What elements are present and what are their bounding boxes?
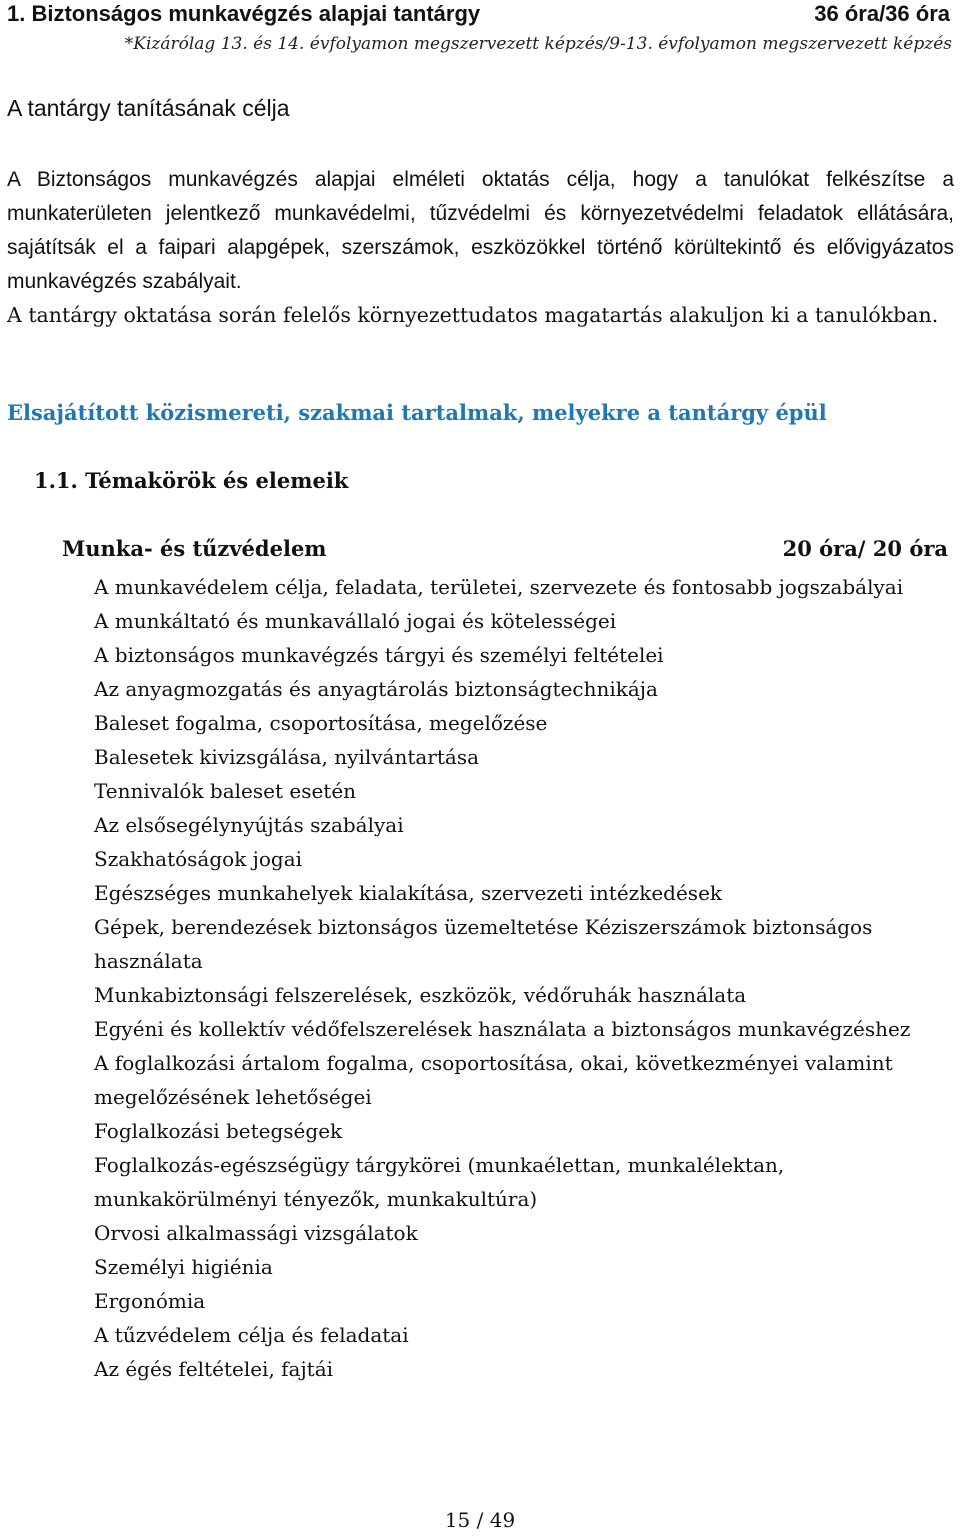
topic-item: Orvosi alkalmassági vizsgálatok [94,1221,418,1245]
topic-item: Baleset fogalma, csoportosítása, megelőzése [94,711,548,735]
topic-item: Foglalkozási betegségek [94,1119,343,1143]
title-hours: 36 óra/36 óra [814,1,950,26]
topic-item: Ergonómia [94,1289,206,1313]
topic-item: Szakhatóságok jogai [94,847,303,871]
topic-item: Az anyagmozgatás és anyagtárolás biztonságtechnikája [94,677,658,701]
topic-item: A munkáltató és munkavállaló jogai és kötelességei [94,609,617,633]
section-hours: 20 óra/ 20 óra [782,536,948,561]
topic-item: Egészséges munkahelyek kialakítása, szervezeti intézkedések [94,881,723,905]
topics-heading: 1.1. Témakörök és elemeik [34,468,349,493]
document-title: 1. Biztonságos munkavégzés alapjai tantárgy [7,1,481,26]
topic-item: A munkavédelem célja, feladata, területei, szervezete és fontosabb jogszabályai [94,575,904,599]
goal-paragraph: A Biztonságos munkavégzés alapjai elméleti oktatás célja, hogy a tanulókat felkészítse a munkaterületen jelentkező munkavédelmi, tűzvédelmi és környezetvédelmi feladatok ellátására, sajátítsák el a faipari alapgépek, szerszámok, eszközökkel történő körültekintő és elővigyázatos munkavégzés szabályait. [7,168,954,293]
goal-paragraph-attitude: A tantárgy oktatása során felelős környezettudatos magatartás alakuljon ki a tanulókban. [7,303,939,327]
topic-item: Balesetek kivizsgálása, nyilvántartása [94,745,480,769]
goal-heading: A tantárgy tanításának célja [7,95,290,121]
topic-item: Az égés feltételei, fajtái [94,1357,334,1381]
topic-item: Foglalkozás-egészségügy tárgykörei (munkaélettan, munkalélektan, munkakörülményi tényezők, munkakultúra) [94,1153,785,1211]
page-number: 15 / 49 [444,1508,516,1532]
topic-item: Egyéni és kollektív védőfelszerelések használata a biztonságos munkavégzéshez [94,1017,911,1041]
document-subtitle: *Kizárólag 13. és 14. évfolyamon megszervezett képzés/9-13. évfolyamon megszervezett képzés [124,34,952,54]
topic-item: Gépek, berendezések biztonságos üzemeltetése Kéziszerszámok biztonságos használata [94,915,873,973]
topic-item: A tűzvédelem célja és feladatai [94,1323,409,1347]
topic-item: A foglalkozási ártalom fogalma, csoportosítása, okai, következményei valamint megelőzésének lehetőségei [94,1051,893,1109]
topic-list [94,570,954,1386]
prior-knowledge-heading: Elsajátított közismereti, szakmai tartalmak, melyekre a tantárgy épül [7,400,827,425]
topic-item: Az elsősegélynyújtás szabályai [94,813,404,837]
topic-item: Munkabiztonsági felszerelések, eszközök, védőruhák használata [94,983,747,1007]
section-title: Munka- és tűzvédelem [62,536,327,561]
topic-item: A biztonságos munkavégzés tárgyi és személyi feltételei [94,643,664,667]
topic-item: Személyi higiénia [94,1255,273,1279]
topic-item: Tennivalók baleset esetén [94,779,357,803]
